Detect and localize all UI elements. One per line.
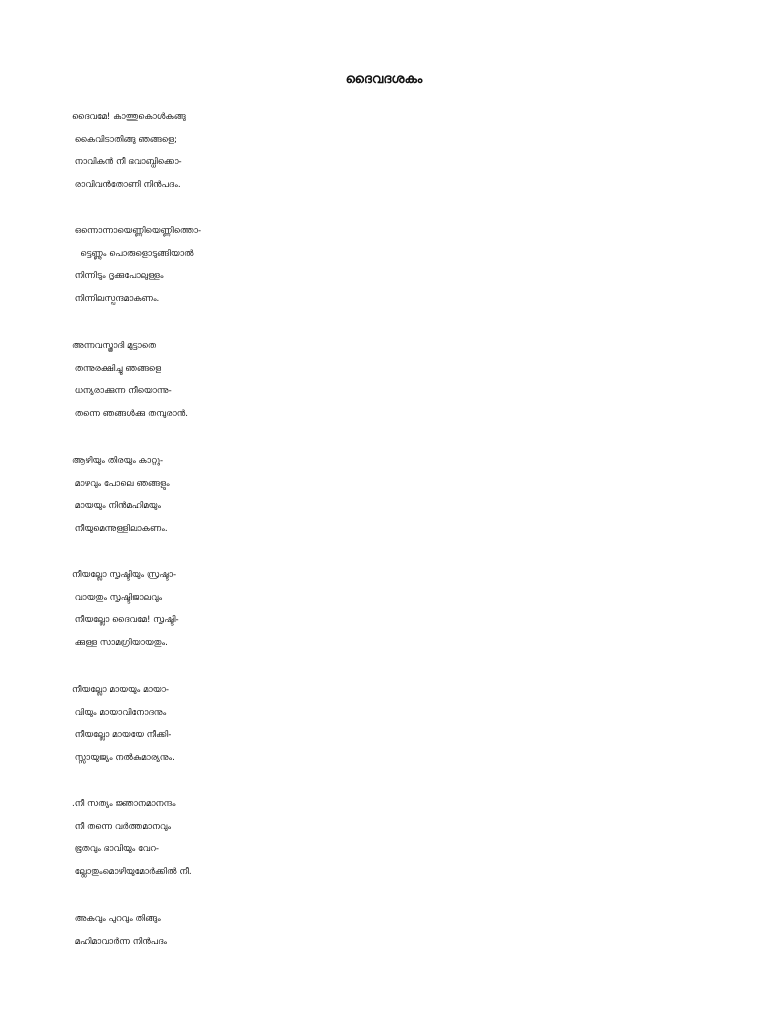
stanza-1 xyxy=(72,106,672,197)
verse-line: നീ തന്നെ വർത്തമാനവും xyxy=(72,821,172,832)
verse-line: അകവും പുറവും തിങ്ങും xyxy=(72,914,161,924)
verse-line: .നീ സത്യം ജ്ഞാനമാനന്ദം xyxy=(72,799,176,809)
verse-line: ദൈവമേ! കാത്തുകൊൾകങ്ങു xyxy=(72,112,186,122)
verse-line: വിയും മായാവിനോദനും xyxy=(72,707,167,718)
stanza-8 xyxy=(72,908,672,953)
verse-line: ട്ടെണ്ണും പൊരുളൊടുങ്ങിയാൽ xyxy=(72,248,194,259)
verse-line: നീയുമെന്നുള്ളിലാകണം. xyxy=(72,524,168,535)
verse-line: സ്സായുജ്യം നൽകുമാര്യനും. xyxy=(72,753,175,764)
verse-line: രാവിവൻതോണി നിൻപദം. xyxy=(72,180,181,191)
verse-line: മായയും നിൻമഹിമയും xyxy=(72,501,161,512)
verse-line: ധന്യരാക്കുന്ന നീയൊന്നു- xyxy=(72,386,172,397)
verse-line: മാഴവും പോലെ ഞങ്ങളും xyxy=(72,478,170,489)
verse-line: നിന്നിടും ദൃക്കുപോലുള്ളം xyxy=(72,271,164,282)
verse-line: തന്നെ ഞങ്ങൾക്കു തമ്പുരാൻ. xyxy=(72,409,188,420)
verse-line: നീയല്ലോ മായയേ നീക്കി- xyxy=(72,730,172,741)
stanza-5 xyxy=(72,564,672,655)
verse-line: നീയല്ലോ ദൈവമേ! സൃഷ്ടി- xyxy=(72,615,179,626)
verse-line: ല്ലോതുംമൊഴിയുമോർക്കിൽ നീ. xyxy=(72,867,192,878)
verse-line: ക്കുള്ള സാമഗ്രിയായതും. xyxy=(72,638,168,649)
poem-title: ദൈവദശകം xyxy=(345,72,423,87)
verse-line: ആഴിയും തിരയും കാറ്റു- xyxy=(72,456,164,466)
verse-line: നീയല്ലോ മായയും മായാ- xyxy=(72,685,169,695)
verse-line: കൈവിടാതിങ്ങു ഞങ്ങളെ; xyxy=(72,134,177,145)
verse-line: തന്നുരക്ഷിച്ചു ഞങ്ങളെ xyxy=(72,363,162,374)
stanza-4 xyxy=(72,450,672,541)
verse-line: നാവികൻ നീ ഭവാബ്ധിക്കൊ- xyxy=(72,157,182,168)
stanza-7 xyxy=(72,793,672,884)
verse-line: അന്നവസ്ത്രാദി മുട്ടാതെ xyxy=(72,341,157,351)
verse-line: നീയല്ലോ സൃഷ്ടിയും സ്രഷ്ടാ- xyxy=(72,570,177,580)
stanza-6 xyxy=(72,679,672,770)
verse-line: മഹിമാവാർന്ന നിൻപദം xyxy=(72,936,168,947)
stanza-2 xyxy=(72,220,672,311)
verse-line: നിന്നിലസ്പന്ദമാകണം. xyxy=(72,294,160,305)
verse-line: ഒന്നൊന്നായെണ്ണിയെണ്ണിത്തൊ- xyxy=(72,226,202,236)
stanza-3 xyxy=(72,335,672,426)
verse-line: ഭൂതവും ഭാവിയും വേറ- xyxy=(72,844,159,855)
verse-line: വായതും സൃഷ്ടിജാലവും xyxy=(72,592,163,603)
